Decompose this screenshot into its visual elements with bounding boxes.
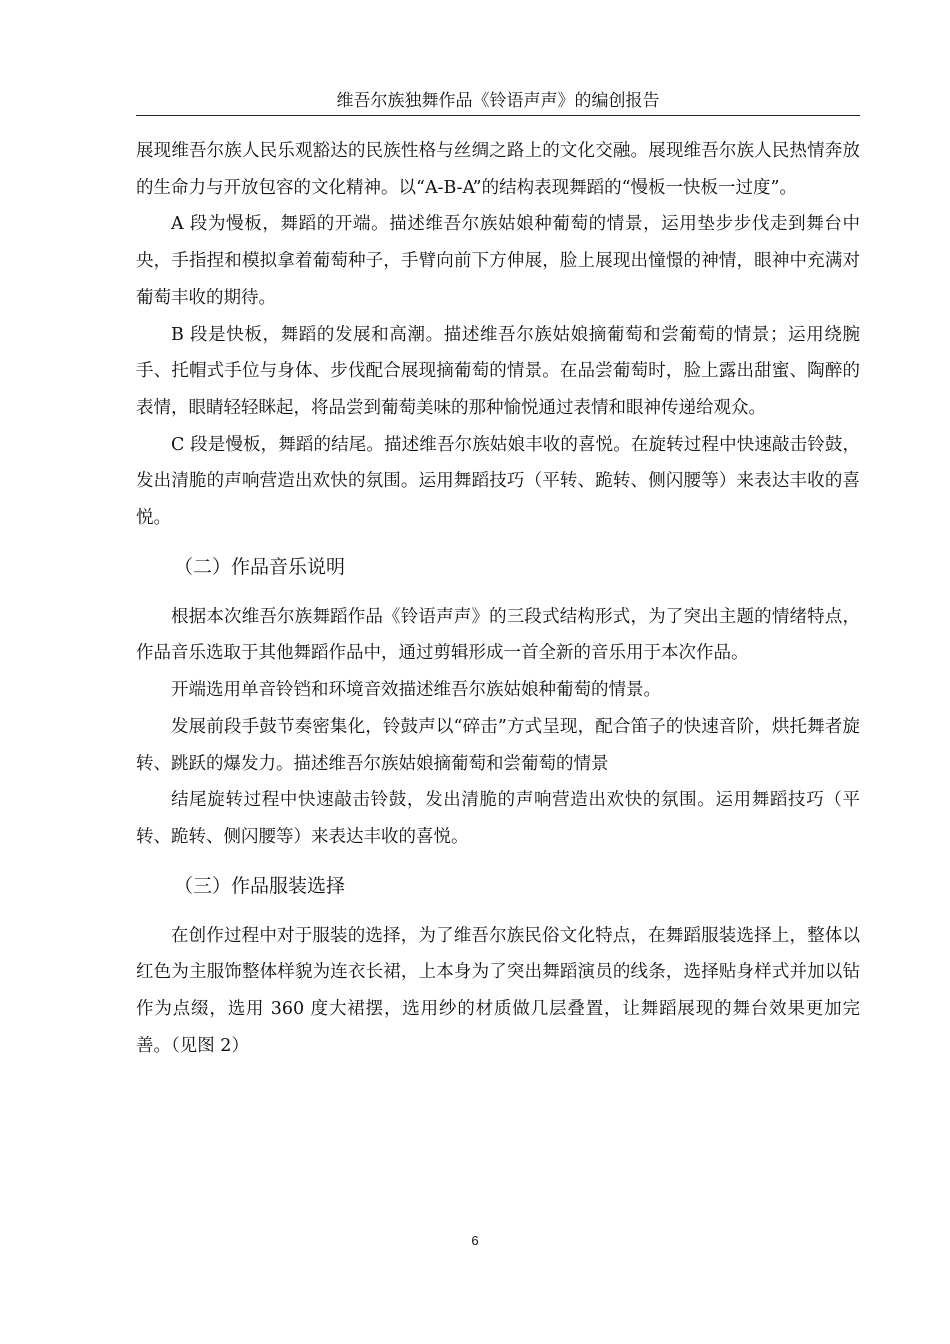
paragraph-section-a: A 段为慢板，舞蹈的开端。描述维吾尔族姑娘种葡萄的情景，运用垫步步伐走到舞台中央，手指捏和模拟拿着葡萄种子，手臂向前下方伸展，脸上展现出憧憬的神情，眼神中充满对葡萄丰收的期待。 [136, 214, 860, 308]
paragraph-music-opening: 开端选用单音铃铛和环境音效描述维吾尔族姑娘种葡萄的情景。 [171, 680, 661, 701]
paragraph-costume: 在创作过程中对于服装的选择，为了维吾尔族民俗文化特点，在舞蹈服装选择上，整体以红色为主服饰整体样貌为连衣长裙，上本身为了突出舞蹈演员的线条，选择贴身样式并加以钻作为点缀，选用 360 度大裙摆，选用纱的材质做几层叠置，让舞蹈展现的舞台效果更加完善。（见图 2） [136, 925, 860, 1056]
paragraph-section-c: C 段是慢板，舞蹈的结尾。描述维吾尔族姑娘丰收的喜悦。在旋转过程中快速敲击铃鼓，发出清脆的声响营造出欢快的氛围。运用舞蹈技巧（平转、跪转、侧闪腰等）来表达丰收的喜悦。 [136, 434, 860, 529]
paragraph-music-ending: 结尾旋转过程中快速敲击铃鼓，发出清脆的声响营造出欢快的氛围。运用舞蹈技巧（平转、跪转、侧闪腰等）来表达丰收的喜悦。 [136, 790, 860, 847]
body-text [136, 133, 860, 1064]
paragraph-intro: 展现维吾尔族人民乐观豁达的民族性格与丝绸之路上的文化交融。展现维吾尔族人民热情奔放的生命力与开放包容的文化精神。以“A-B-A”的结构表现舞蹈的“慢板一快板一过度”。 [136, 141, 860, 198]
running-header: 维吾尔族独舞作品《铃语声声》的编创报告 [136, 88, 860, 116]
paragraph-section-b: B 段是快板，舞蹈的发展和高潮。描述维吾尔族姑娘摘葡萄和尝葡萄的情景；运用绕腕手、托帽式手位与身体、步伐配合展现摘葡萄的情景。在品尝葡萄时，脸上露出甜蜜、陶醉的表情，眼睛轻轻眯起，将品尝到葡萄美味的那种愉悦通过表情和眼神传递给观众。 [136, 324, 860, 418]
paragraph-music-development: 发展前段手鼓节奏密集化，铃鼓声以“碎击”方式呈现，配合笛子的快速音阶，烘托舞者旋转、跳跃的爆发力。描述维吾尔族姑娘摘葡萄和尝葡萄的情景 [136, 716, 860, 774]
heading-costume: （三）作品服装选择 [174, 874, 346, 897]
paragraph-music-overview: 根据本次维吾尔族舞蹈作品《铃语声声》的三段式结构形式，为了突出主题的情绪特点，作品音乐选取于其他舞蹈作品中，通过剪辑形成一首全新的音乐用于本次作品。 [136, 606, 860, 664]
heading-music: （二）作品音乐说明 [174, 555, 346, 578]
page-number: 6 [471, 1233, 479, 1248]
